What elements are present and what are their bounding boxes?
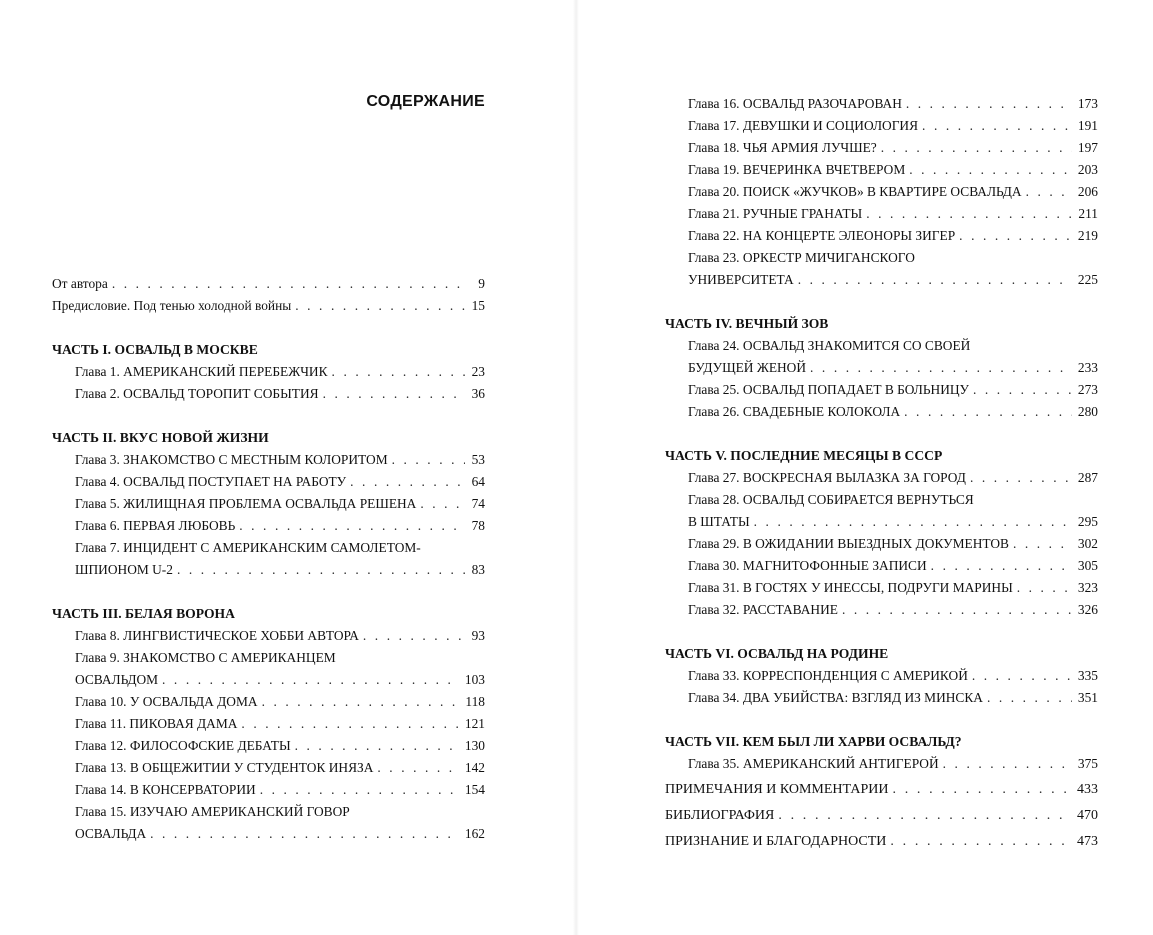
toc-entry-page: 295 — [1077, 514, 1098, 529]
toc-entry-ch4[interactable] — [52, 471, 485, 493]
part-title: ЧАСТЬ III. БЕЛАЯ ВОРОНА — [52, 606, 235, 621]
toc-entry-label: Глава 26. СВАДЕБНЫЕ КОЛОКОЛА — [688, 404, 901, 419]
toc-entry-label: Глава 32. РАССТАВАНИЕ — [688, 602, 838, 617]
toc-entry-page: 74 — [471, 496, 485, 511]
toc-right-column — [665, 93, 1098, 855]
dot-leader — [890, 829, 1071, 855]
toc-entry-page: 23 — [471, 364, 485, 379]
dot-leader — [295, 295, 465, 317]
toc-entry-ch25[interactable] — [665, 379, 1098, 401]
dot-leader — [943, 753, 1072, 775]
toc-entry-label-cont: ОСВАЛЬДА — [75, 826, 147, 841]
toc-entry-ch10[interactable] — [52, 691, 485, 713]
part-title: ЧАСТЬ V. ПОСЛЕДНИЕ МЕСЯЦЫ В СССР — [665, 448, 943, 463]
toc-entry-label: Глава 21. РУЧНЫЕ ГРАНАТЫ — [688, 206, 863, 221]
toc-entry-page: 280 — [1077, 404, 1098, 419]
toc-entry-page: 118 — [465, 694, 485, 709]
toc-entry-page: 93 — [471, 628, 485, 643]
dot-leader — [420, 493, 465, 515]
toc-entry-label: Глава 12. ФИЛОСОФСКИЕ ДЕБАТЫ — [75, 738, 291, 753]
toc-left-column — [52, 273, 485, 845]
toc-entry-page: 154 — [464, 782, 485, 797]
toc-entry-label: Глава 7. ИНЦИДЕНТ С АМЕРИКАНСКИМ САМОЛЕТОМ- — [75, 540, 421, 555]
toc-entry-ch31[interactable] — [665, 577, 1098, 599]
toc-entry-page: 219 — [1077, 228, 1098, 243]
toc-entry-ch26[interactable] — [665, 401, 1098, 423]
toc-entry-ch24-line2[interactable] — [665, 357, 1098, 379]
toc-entry-ch27[interactable] — [665, 467, 1098, 489]
toc-entry-label: Глава 13. В ОБЩЕЖИТИИ У СТУДЕНТОК ИНЯЗА — [75, 760, 374, 775]
toc-entry-page: 162 — [464, 826, 485, 841]
toc-entry-ch29[interactable] — [665, 533, 1098, 555]
toc-entry-label: Глава 6. ПЕРВАЯ ЛЮБОВЬ — [75, 518, 236, 533]
dot-leader — [778, 803, 1071, 829]
toc-entry-ch1[interactable] — [52, 361, 485, 383]
toc-entry-ch9-line2[interactable] — [52, 669, 485, 691]
toc-entry-label: Глава 8. ЛИНГВИСТИЧЕСКОЕ ХОББИ АВТОРА — [75, 628, 359, 643]
toc-entry-ch24-line1[interactable] — [665, 335, 1098, 357]
part-heading-4[interactable] — [665, 313, 1098, 335]
part-title: ЧАСТЬ IV. ВЕЧНЫЙ ЗОВ — [665, 316, 829, 331]
toc-entry-page: 225 — [1077, 272, 1098, 287]
dot-leader — [112, 273, 465, 295]
dot-leader — [177, 559, 465, 581]
toc-entry-page: 473 — [1077, 834, 1098, 849]
dot-leader — [1013, 533, 1072, 555]
toc-entry-label: Глава 19. ВЕЧЕРИНКА ВЧЕТВЕРОМ — [688, 162, 906, 177]
dot-leader — [162, 669, 459, 691]
toc-entry-label: Глава 15. ИЗУЧАЮ АМЕРИКАНСКИЙ ГОВОР — [75, 804, 350, 819]
toc-entry-label: ПРИМЕЧАНИЯ И КОММЕНТАРИИ — [665, 782, 889, 797]
part-heading-6[interactable] — [665, 643, 1098, 665]
toc-entry-label: Глава 35. АМЕРИКАНСКИЙ АНТИГЕРОЙ — [688, 756, 939, 771]
toc-entry-page: 130 — [464, 738, 485, 753]
dot-leader — [922, 115, 1072, 137]
toc-entry-ch22[interactable] — [665, 225, 1098, 247]
toc-entry-page: 64 — [471, 474, 485, 489]
toc-entry-label: Глава 2. ОСВАЛЬД ТОРОПИТ СОБЫТИЯ — [75, 386, 319, 401]
toc-entry-label: Глава 4. ОСВАЛЬД ПОСТУПАЕТ НА РАБОТУ — [75, 474, 347, 489]
part-title: ЧАСТЬ VI. ОСВАЛЬД НА РОДИНЕ — [665, 646, 889, 661]
toc-entry-label: БИБЛИОГРАФИЯ — [665, 808, 775, 823]
toc-entry-ch13[interactable] — [52, 757, 485, 779]
dot-leader — [754, 511, 1072, 533]
dot-leader — [893, 777, 1071, 803]
toc-entry-from-author[interactable] — [52, 273, 485, 295]
part-heading-7[interactable] — [665, 731, 1098, 753]
toc-entry-label: От автора — [52, 276, 108, 291]
toc-entry-ch14[interactable] — [52, 779, 485, 801]
dot-leader — [241, 713, 458, 735]
toc-entry-label: Предисловие. Под тенью холодной войны — [52, 298, 292, 313]
toc-entry-label: Глава 25. ОСВАЛЬД ПОПАДАЕТ В БОЛЬНИЦУ — [688, 382, 970, 397]
toc-entry-label: Глава 11. ПИКОВАЯ ДАМА — [75, 716, 238, 731]
toc-entry-label: Глава 33. КОРРЕСПОНДЕНЦИЯ С АМЕРИКОЙ — [688, 668, 968, 683]
dot-leader — [959, 225, 1072, 247]
dot-leader — [392, 449, 465, 471]
toc-entry-acknowledgements[interactable] — [665, 829, 1098, 855]
toc-entry-label: Глава 9. ЗНАКОМСТВО С АМЕРИКАНЦЕМ — [75, 650, 336, 665]
toc-entry-label: Глава 31. В ГОСТЯХ У ИНЕССЫ, ПОДРУГИ МАРИНЫ — [688, 580, 1013, 595]
toc-entry-page: 142 — [464, 760, 485, 775]
toc-entry-label: Глава 14. В КОНСЕРВАТОРИИ — [75, 782, 256, 797]
toc-entry-label: Глава 16. ОСВАЛЬД РАЗОЧАРОВАН — [688, 96, 902, 111]
part-heading-1[interactable] — [52, 339, 485, 361]
toc-entry-ch30[interactable] — [665, 555, 1098, 577]
dot-leader — [970, 467, 1072, 489]
toc-entry-ch2[interactable] — [52, 383, 485, 405]
toc-entry-page: 197 — [1077, 140, 1098, 155]
dot-leader — [363, 625, 465, 647]
toc-entry-label-cont: УНИВЕРСИТЕТА — [688, 272, 794, 287]
toc-entry-ch19[interactable] — [665, 159, 1098, 181]
toc-entry-ch23-line1[interactable] — [665, 247, 1098, 269]
toc-entry-bibliography[interactable] — [665, 803, 1098, 829]
toc-entry-label: Глава 34. ДВА УБИЙСТВА: ВЗГЛЯД ИЗ МИНСКА — [688, 690, 983, 705]
dot-leader — [909, 159, 1072, 181]
dot-leader — [972, 665, 1072, 687]
part-title: ЧАСТЬ I. ОСВАЛЬД В МОСКВЕ — [52, 342, 258, 357]
part-heading-2[interactable] — [52, 427, 485, 449]
part-title: ЧАСТЬ II. ВКУС НОВОЙ ЖИЗНИ — [52, 430, 269, 445]
dot-leader — [866, 203, 1072, 225]
toc-entry-page: 302 — [1077, 536, 1098, 551]
toc-entry-ch6[interactable] — [52, 515, 485, 537]
dot-leader — [295, 735, 459, 757]
toc-entry-page: 233 — [1077, 360, 1098, 375]
toc-entry-page: 15 — [471, 298, 485, 313]
part-heading-3[interactable] — [52, 603, 485, 625]
toc-entry-label: Глава 24. ОСВАЛЬД ЗНАКОМИТСЯ СО СВОЕЙ — [688, 338, 971, 353]
dot-leader — [931, 555, 1072, 577]
dot-leader — [1017, 577, 1072, 599]
toc-entry-label: Глава 18. ЧЬЯ АРМИЯ ЛУЧШЕ? — [688, 140, 877, 155]
dot-leader — [1026, 181, 1072, 203]
toc-entry-page: 83 — [471, 562, 485, 577]
toc-entry-page: 326 — [1077, 602, 1098, 617]
toc-entry-ch35[interactable] — [665, 753, 1098, 775]
toc-entry-page: 203 — [1077, 162, 1098, 177]
dot-leader — [239, 515, 465, 537]
dot-leader — [973, 379, 1072, 401]
part-heading-5[interactable] — [665, 445, 1098, 467]
dot-leader — [262, 691, 460, 713]
toc-entry-ch15-line2[interactable] — [52, 823, 485, 845]
toc-entry-page: 375 — [1077, 756, 1098, 771]
toc-entry-notes[interactable] — [665, 777, 1098, 803]
toc-entry-page: 191 — [1077, 118, 1098, 133]
dot-leader — [350, 471, 465, 493]
toc-entry-label-cont: ШПИОНОМ U-2 — [75, 562, 173, 577]
toc-entry-page: 53 — [471, 452, 485, 467]
dot-leader — [987, 687, 1072, 709]
toc-entry-ch15-line1[interactable] — [52, 801, 485, 823]
toc-entry-label: Глава 30. МАГНИТОФОННЫЕ ЗАПИСИ — [688, 558, 927, 573]
toc-entry-label: Глава 5. ЖИЛИЩНАЯ ПРОБЛЕМА ОСВАЛЬДА РЕШЕНА — [75, 496, 417, 511]
toc-entry-label: Глава 20. ПОИСК «ЖУЧКОВ» В КВАРТИРЕ ОСВАЛЬДА — [688, 184, 1022, 199]
toc-entry-page: 206 — [1077, 184, 1098, 199]
toc-entry-page: 211 — [1078, 206, 1098, 221]
toc-entry-ch21[interactable] — [665, 203, 1098, 225]
toc-entry-label: Глава 10. У ОСВАЛЬДА ДОМА — [75, 694, 258, 709]
toc-entry-label: Глава 17. ДЕВУШКИ И СОЦИОЛОГИЯ — [688, 118, 919, 133]
toc-entry-ch34[interactable] — [665, 687, 1098, 709]
dot-leader — [904, 401, 1072, 423]
dot-leader — [260, 779, 459, 801]
page-title: СОДЕРЖАНИЕ — [366, 93, 485, 110]
toc-entry-label-cont: В ШТАТЫ — [688, 514, 750, 529]
toc-entry-page: 103 — [464, 672, 485, 687]
toc-entry-page: 335 — [1077, 668, 1098, 683]
dot-leader — [332, 361, 465, 383]
toc-entry-label: Глава 23. ОРКЕСТР МИЧИГАНСКОГО — [688, 250, 915, 265]
toc-entry-page: 287 — [1077, 470, 1098, 485]
toc-entry-ch17[interactable] — [665, 115, 1098, 137]
toc-entry-label: Глава 27. ВОСКРЕСНАЯ ВЫЛАЗКА ЗА ГОРОД — [688, 470, 966, 485]
dot-leader — [150, 823, 459, 845]
toc-entry-page: 173 — [1077, 96, 1098, 111]
dot-leader — [810, 357, 1072, 379]
toc-entry-ch33[interactable] — [665, 665, 1098, 687]
toc-entry-label: Глава 3. ЗНАКОМСТВО С МЕСТНЫМ КОЛОРИТОМ — [75, 452, 388, 467]
dot-leader — [842, 599, 1072, 621]
dot-leader — [906, 93, 1072, 115]
toc-entry-ch18[interactable] — [665, 137, 1098, 159]
toc-entry-ch7-line1[interactable] — [52, 537, 485, 559]
toc-entry-label: Глава 28. ОСВАЛЬД СОБИРАЕТСЯ ВЕРНУТЬСЯ — [688, 492, 974, 507]
toc-entry-ch28-line2[interactable] — [665, 511, 1098, 533]
toc-entry-page: 470 — [1077, 808, 1098, 823]
toc-entry-ch8[interactable] — [52, 625, 485, 647]
toc-entry-label: Глава 1. АМЕРИКАНСКИЙ ПЕРЕБЕЖЧИК — [75, 364, 328, 379]
dot-leader — [881, 137, 1072, 159]
toc-entry-ch7-line2[interactable] — [52, 559, 485, 581]
toc-entry-label: Глава 22. НА КОНЦЕРТЕ ЭЛЕОНОРЫ ЗИГЕР — [688, 228, 956, 243]
dot-leader — [798, 269, 1072, 291]
toc-entry-page: 433 — [1077, 782, 1098, 797]
toc-entry-page: 273 — [1077, 382, 1098, 397]
toc-entry-page: 323 — [1077, 580, 1098, 595]
toc-entry-ch11[interactable] — [52, 713, 485, 735]
toc-entry-page: 351 — [1077, 690, 1098, 705]
toc-entry-ch23-line2[interactable] — [665, 269, 1098, 291]
toc-entry-page: 305 — [1077, 558, 1098, 573]
toc-entry-page: 36 — [471, 386, 485, 401]
toc-entry-label: Глава 29. В ОЖИДАНИИ ВЫЕЗДНЫХ ДОКУМЕНТОВ — [688, 536, 1009, 551]
part-title: ЧАСТЬ VII. КЕМ БЫЛ ЛИ ХАРВИ ОСВАЛЬД? — [665, 734, 962, 749]
toc-entry-ch9-line1[interactable] — [52, 647, 485, 669]
dot-leader — [323, 383, 465, 405]
toc-entry-label: ПРИЗНАНИЕ И БЛАГОДАРНОСТИ — [665, 834, 887, 849]
toc-entry-label-cont: ОСВАЛЬДОМ — [75, 672, 159, 687]
toc-entry-page: 9 — [478, 276, 485, 291]
toc-entry-ch3[interactable] — [52, 449, 485, 471]
toc-entry-ch28-line1[interactable] — [665, 489, 1098, 511]
toc-entry-label-cont: БУДУЩЕЙ ЖЕНОЙ — [688, 360, 807, 375]
dot-leader — [377, 757, 459, 779]
toc-entry-ch32[interactable] — [665, 599, 1098, 621]
right-page — [576, 0, 1153, 935]
toc-entry-page: 78 — [471, 518, 485, 533]
toc-entry-preface[interactable] — [52, 295, 485, 317]
toc-entry-ch5[interactable] — [52, 493, 485, 515]
toc-entry-page: 121 — [464, 716, 485, 731]
toc-entry-ch16[interactable] — [665, 93, 1098, 115]
left-page — [0, 0, 576, 935]
toc-entry-ch12[interactable] — [52, 735, 485, 757]
toc-entry-ch20[interactable] — [665, 181, 1098, 203]
